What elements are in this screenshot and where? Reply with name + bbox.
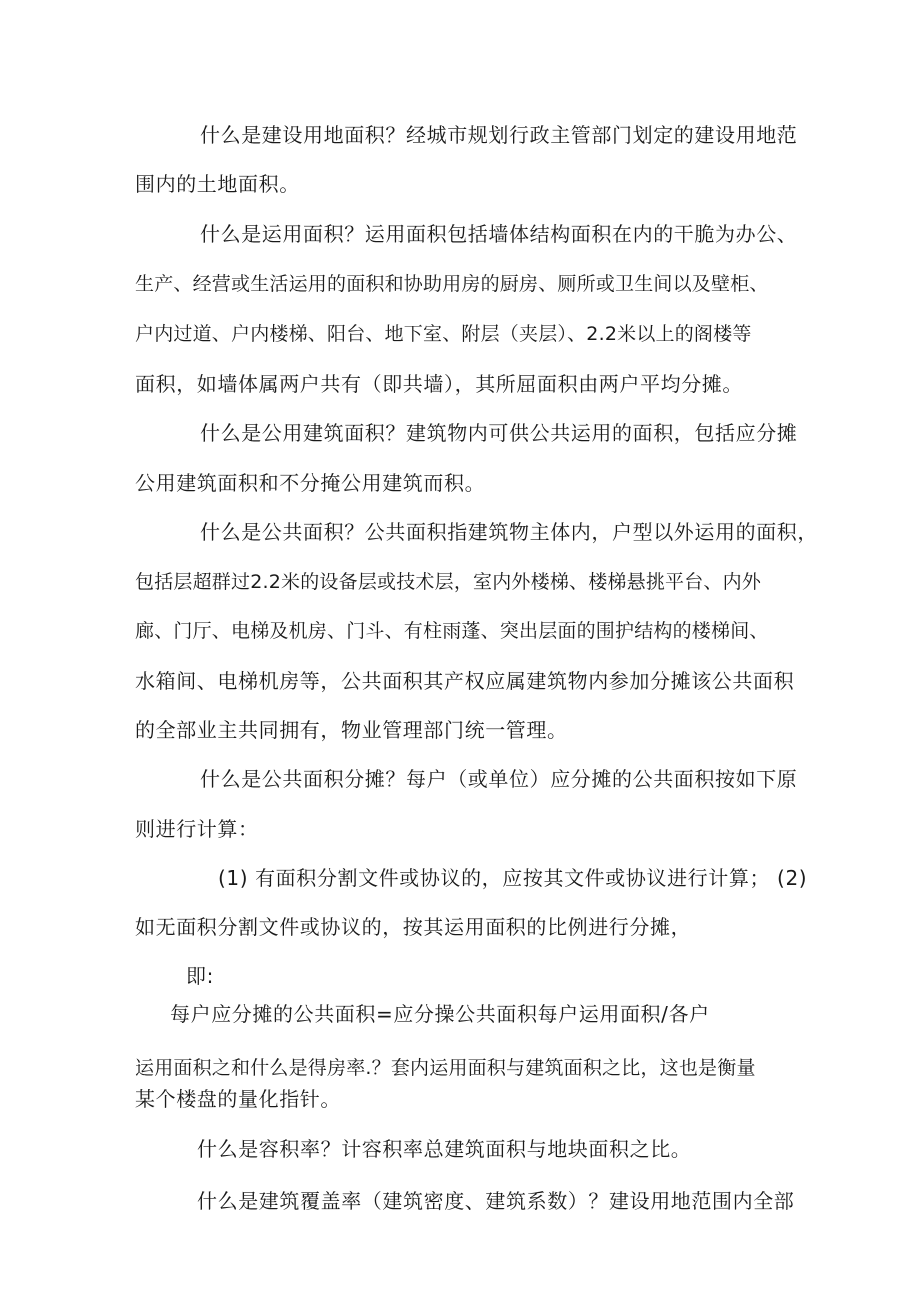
line-20: 运用面积之和什么是得房率.？套内运用面积与建筑面积之比，这也是衡量	[135, 1057, 756, 1079]
line-9-para-start: 什么是公共面积？公共面积指建筑物主体内，户型以外运用的面积，	[200, 520, 818, 544]
line-10: 包括层超群过2.2米的设备层或技术层，室内外楼梯、楼梯悬挑平台、内外	[135, 571, 762, 593]
line-12: 水箱间、电梯机房等，公共面积其产权应属建筑物内参加分摊该公共面积	[135, 669, 795, 693]
line-4: 生产、经营或生活运用的面积和协助用房的厨房、厕所或卫生间以及壁柜、	[135, 273, 769, 295]
line-13: 的全部业主共同拥有，物业管理部门统一管理。	[135, 718, 568, 742]
line-15: 则进行计算：	[135, 817, 259, 841]
line-16-list-item: (1) 有面积分割文件或协议的，应按其文件或协议进行计算； (2)	[218, 866, 808, 890]
line-18-formula-intro: 即:	[186, 964, 214, 988]
line-17: 如无面积分割文件或协议的，按其运用面积的比例进行分摊，	[135, 915, 692, 939]
line-6: 面积，如墙体属两户共有（即共墙），其所屈面积由两户平均分摊。	[135, 372, 743, 396]
line-1-para-start: 什么是建设用地面积？经城市规划行政主管部门划定的建设用地范	[200, 123, 798, 147]
line-19-formula: 每户应分摊的公共面积=应分操公共面积每户运用面积/各户	[170, 1002, 710, 1026]
line-3-para-start: 什么是运用面积？运用面积包括墙体结构面积在内的干脆为办公、	[200, 222, 798, 246]
line-14-para-start: 什么是公共面积分摊？每户（或单位）应分摊的公共面积按如下原	[200, 767, 798, 791]
line-8: 公用建筑面积和不分掩公用建筑而积。	[135, 471, 486, 495]
line-22-para-start: 什么是容积率？计容积率总建筑面积与地块面积之比。	[197, 1137, 692, 1161]
line-2: 围内的土地面积。	[135, 172, 300, 196]
line-7-para-start: 什么是公用建筑面积？建筑物内可供公共运用的面积，包括应分摊	[200, 421, 798, 445]
line-5: 户内过道、户内楼梯、阳台、地下室、附层（夹层）、2.2米以上的阁楼等	[135, 323, 752, 345]
line-23-para-start: 什么是建筑覆盖率（建筑密度、建筑系数）？建设用地范围内全部	[197, 1189, 795, 1213]
line-21: 某个楼盘的量化指针。	[135, 1087, 341, 1111]
line-11: 廊、门厅、电梯及机房、门斗、有柱雨蓬、突出层面的围护结构的楼梯间、	[135, 620, 769, 642]
